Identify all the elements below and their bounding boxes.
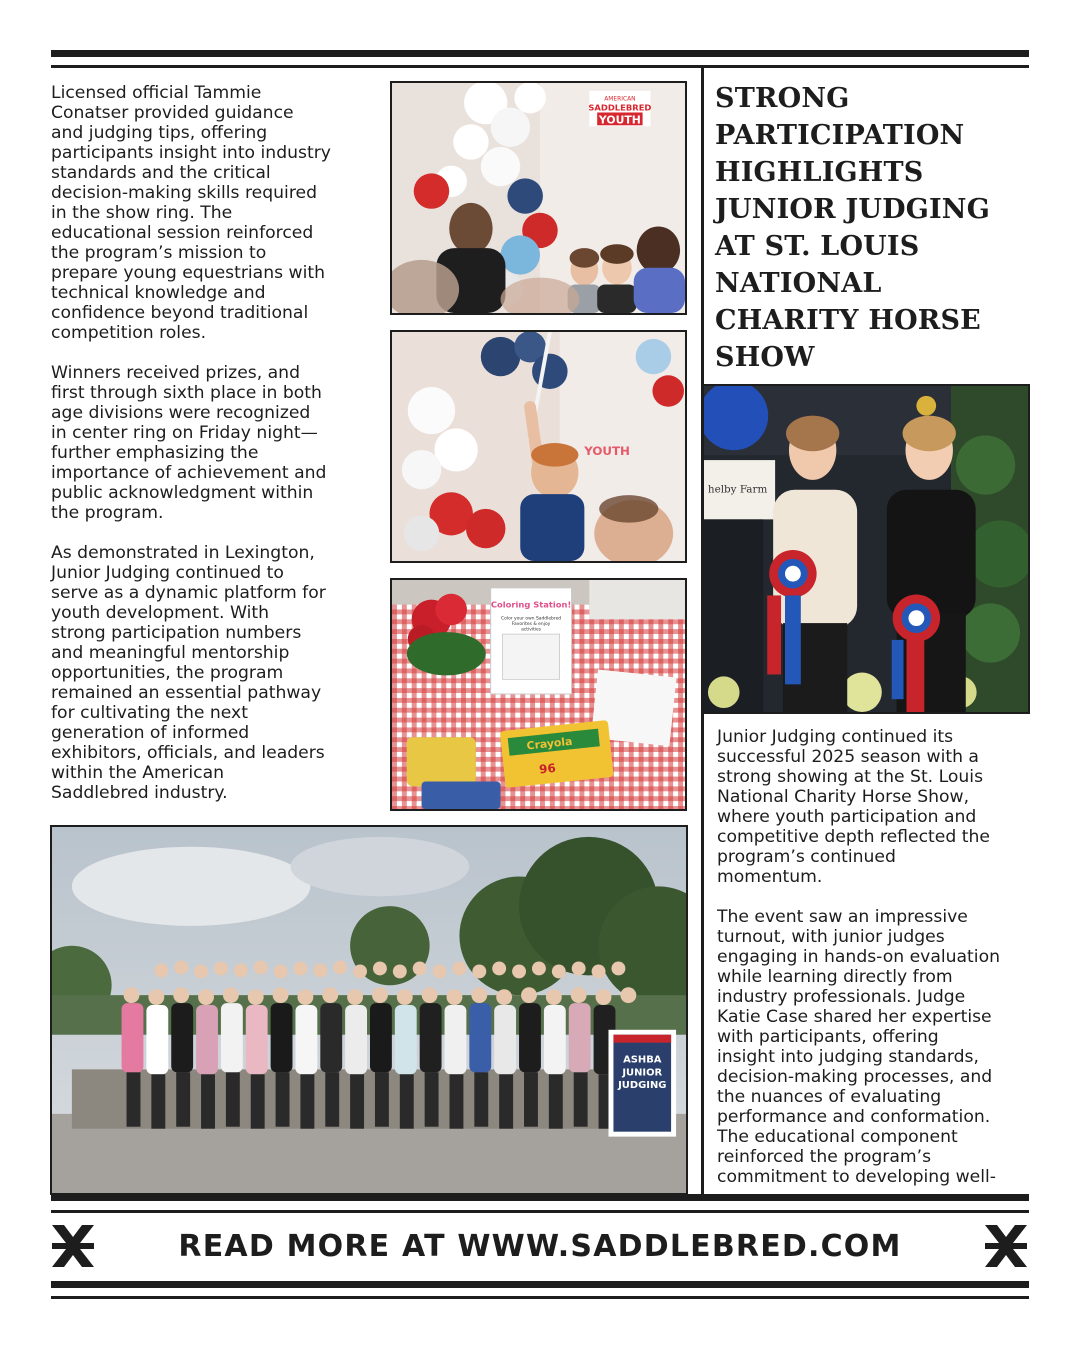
photo1-sign-line2: SADDLEBRED <box>588 102 652 113</box>
photo1-sign-line1: AMERICAN <box>604 96 636 103</box>
footer-rule-thin <box>51 1296 1029 1299</box>
left-paragraph-1: Licensed official Tammie Conatser provided guidance and judging tips, offering participants insight into industry standards and the critical decision-making skills required in the show ring. The educational session reinforced the program’s mission to prepare young equestrians with technical knowledge and confidence beyond traditional competition roles. <box>51 83 331 343</box>
footer-rule-thick <box>51 1281 1029 1288</box>
bottom-rule-thick <box>51 1194 1029 1201</box>
photo5-sign-line3: JUDGING <box>618 1080 667 1092</box>
left-paragraph-2: Winners received prizes, and first through sixth place in both age divisions were recognized in center ring on Friday night— further emphasizing the importance of achievement and public acknowledgment within the program. <box>51 363 327 523</box>
photo3-sign-sub: Color your own Saddlebred Favorites & enjoy activities <box>501 616 562 633</box>
left-paragraph-3: As demonstrated in Lexington, Junior Judging continued to serve as a dynamic platform for youth development. With strong participation numbers and meaningful mentorship opportunities, the program remained an essential pathway for cultivating the next generation of informed exhibitors, officials, and leaders within the American Saddlebred industry. <box>51 543 326 803</box>
saddlebred-x-logo-right-icon <box>983 1223 1029 1269</box>
photo-group-junior-judges <box>50 825 688 1195</box>
top-rule-thick <box>51 50 1029 57</box>
photo1-sign-line3: YOUTH <box>598 113 641 127</box>
photo4-farm-sign: helby Farm <box>707 483 768 496</box>
photo5-sign-line2: JUNIOR <box>622 1067 663 1079</box>
photo2-sign: YOUTH <box>584 443 630 458</box>
read-more-link[interactable]: READ MORE AT WWW.SADDLEBRED.COM <box>178 1229 902 1264</box>
photo-ribbon-winners <box>702 384 1030 714</box>
saddlebred-x-logo-left-icon <box>50 1223 96 1269</box>
photo-boy-raising-hand <box>390 330 687 563</box>
bottom-rule-thin <box>51 1210 1029 1213</box>
article-headline: STRONG PARTICIPATION HIGHLIGHTS JUNIOR JUDGING AT ST. LOUIS NATIONAL CHARITY HORSE SHOW <box>715 83 990 373</box>
right-paragraph-1: Junior Judging continued its successful 2025 season with a strong showing at the St. Louis National Charity Horse Show, where youth participation and competitive depth reflected the program’s continued momentum. <box>717 727 990 887</box>
photo5-sign-line1: ASHBA <box>623 1054 662 1066</box>
photo3-crayon-count: 96 <box>538 760 557 777</box>
photo-youth-balloon-wall <box>390 81 687 315</box>
right-paragraph-2: The event saw an impressive turnout, with junior judges engaging in hands-on evaluation while learning directly from industry professionals. Judge Katie Case shared her expertise with participants, offering insight into judging standards, decision-making processes, and the nuances of evaluating performance and conformation. The educational component reinforced the program’s commitment to developing well- <box>717 907 1000 1187</box>
photo3-sign-title: Coloring Station! <box>490 599 572 610</box>
photo-coloring-station <box>390 578 687 811</box>
top-rule-thin <box>51 65 1029 68</box>
photo3-crayon-brand: Crayola <box>525 734 573 753</box>
